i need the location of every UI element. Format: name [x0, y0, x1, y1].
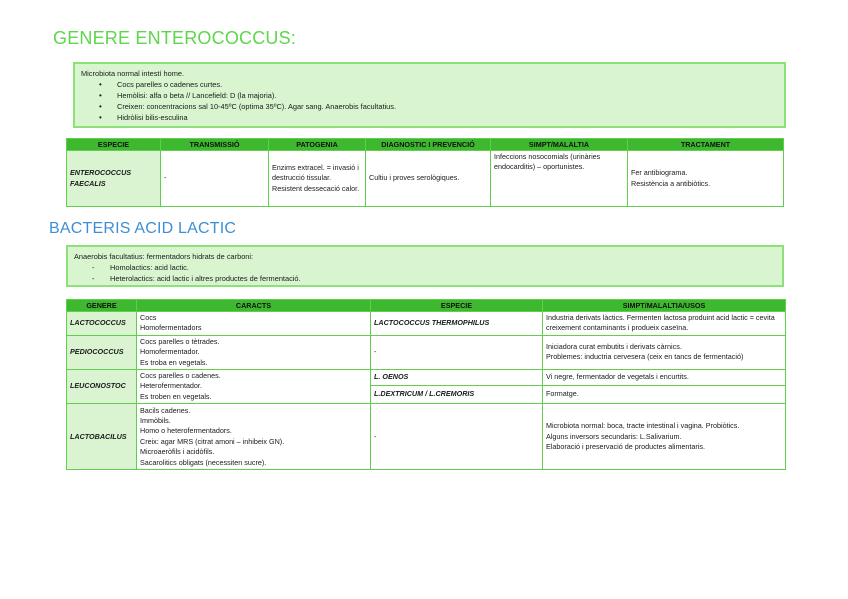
cell-line: Microbiota normal: boca, tracte intestinal i vagina. Probiòtics.: [546, 421, 740, 431]
cell-line: Cocs parelles o cadenes.: [140, 371, 221, 381]
genere-cell: LACTOCOCCUS: [67, 312, 137, 336]
cell-line: Homofermentador.: [140, 347, 200, 357]
column-header: SIMPT/MALALTIA/USOS: [543, 300, 786, 312]
info-dash-list: [74, 262, 776, 284]
list-item: - Homolactics: acid lactic.: [92, 262, 776, 273]
info-intro: Anaerobis facultatius: fermentadors hidrats de carboni:: [74, 252, 254, 261]
cell-line: Iniciadora curat embutits i derivats càrnics.: [546, 342, 682, 352]
caracts-cell: [137, 335, 371, 369]
especie-cell: -: [371, 404, 543, 470]
column-header: CARACTS: [137, 300, 371, 312]
cell-line: Immòbils.: [140, 415, 171, 425]
cell-line: Sacarolitics obligats (necessiten sucre).: [140, 457, 267, 467]
table-row: [67, 151, 784, 207]
cell-line: Cocs: [140, 313, 157, 322]
table-header-row: [67, 139, 784, 151]
especie-cell: -: [371, 335, 543, 369]
cell-line: Es troba en vegetals.: [140, 357, 208, 367]
table-row: [67, 404, 786, 470]
cell-line: Homofermentadors: [140, 323, 202, 333]
table-header-row: [67, 300, 786, 312]
patogenia-cell: [269, 151, 366, 207]
caracts-cell: [137, 404, 371, 470]
enterococcus-table: [66, 138, 784, 207]
table-row: [67, 335, 786, 369]
list-item: • Hidròlisi bilis-esculina: [99, 112, 778, 123]
column-header: TRANSMISSIÓ: [161, 139, 269, 151]
caracts-cell: [137, 370, 371, 404]
cell-line: Fer antibiograma.: [631, 168, 688, 178]
table-row: [67, 370, 786, 386]
usos-cell: [543, 335, 786, 369]
cell-line: Resistent dessecació calor.: [272, 183, 360, 193]
usos-cell: Industria derivats làctics. Fermenten lactosa produint acid lactic = cevita creixement contaminants i produeix caseïna.: [543, 312, 786, 336]
list-item: • Hemòlisi: alfa o beta // Lancefield: D (la majoria).: [99, 90, 778, 101]
cell-line: Cocs parelles o tètrades.: [140, 336, 220, 346]
cell-line: Bacils cadenes.: [140, 405, 191, 415]
cell-line: Homo o heterofermentadors.: [140, 426, 232, 436]
info-intro: Microbiota normal intestí home.: [81, 69, 185, 78]
column-header: ESPECIE: [67, 139, 161, 151]
tractament-cell: [628, 151, 784, 207]
column-header: ESPECIE: [371, 300, 543, 312]
usos-cell: Vi negre, fermentador de vegetals i encurtits.: [543, 370, 786, 386]
cell-line: Resistència a antibiòtics.: [631, 178, 711, 188]
info-bullet-list: [81, 79, 778, 123]
cell-line: Problemes: inductria cervesera (ceix en tancs de fermentació): [546, 352, 744, 362]
list-item: - Heterolactics: acid lactic i altres productes de fermentació.: [92, 273, 776, 284]
cell-line: Es troben en vegetals.: [140, 391, 212, 401]
column-header: GENERE: [67, 300, 137, 312]
section-title-bacteris-acid-lactic: BACTERIS ACID LACTIC: [49, 220, 237, 237]
cell-line: Elaboració i preservació de productes alimentaris.: [546, 441, 706, 451]
column-header: DIAGNOSTIC I PREVENCIÓ: [366, 139, 491, 151]
table-row: [67, 312, 786, 336]
column-header: PATOGENIA: [269, 139, 366, 151]
genere-cell: LEUCONOSTOC: [67, 370, 137, 404]
cell-line: Heterofermentador.: [140, 381, 202, 391]
cell-line: Alguns inversors secundaris: L.Salivarium.: [546, 431, 682, 441]
usos-cell: Formatge.: [543, 386, 786, 404]
genere-cell: PEDIOCOCCUS: [67, 335, 137, 369]
simpt-cell: Infeccions nosocomials (urinàries endocarditis) – oportunistes.: [491, 151, 628, 207]
especie-cell: L. OENOS: [371, 370, 543, 386]
column-header: SIMPT/MALALTIA: [491, 139, 628, 151]
usos-cell: [543, 404, 786, 470]
acid-lactic-table: [66, 299, 786, 470]
enterococcus-info-box: [73, 62, 786, 128]
list-item: • Cocs parelles o cadenes curtes.: [99, 79, 778, 90]
cell-line: Enzims extracel. = invasió i destrucció tissular.: [272, 162, 359, 183]
caracts-cell: [137, 312, 371, 336]
column-header: TRACTAMENT: [628, 139, 784, 151]
especie-cell: LACTOCOCCUS THERMOPHILUS: [371, 312, 543, 336]
transmissio-cell: -: [161, 151, 269, 207]
especie-cell: L.DEXTRICUM / L.CREMORIS: [371, 386, 543, 404]
especie-cell: ENTEROCOCCUS FAECALIS: [67, 151, 161, 207]
section-title-enterococcus: GENERE ENTEROCOCCUS:: [53, 28, 297, 48]
list-item: • Creixen: concentracions sal 10-45ºC (optima 35ºC). Agar sang. Anaerobis facultatius.: [99, 101, 778, 112]
cell-line: Creix: agar MRS (citrat amoni – inhibeix GN).: [140, 436, 285, 446]
diagnostic-cell: Cultiu i proves serològiques.: [366, 151, 491, 207]
cell-line: Microaeròfils i acidòfils.: [140, 447, 215, 457]
genere-cell: LACTOBACILUS: [67, 404, 137, 470]
acid-lactic-info-box: [66, 245, 784, 287]
